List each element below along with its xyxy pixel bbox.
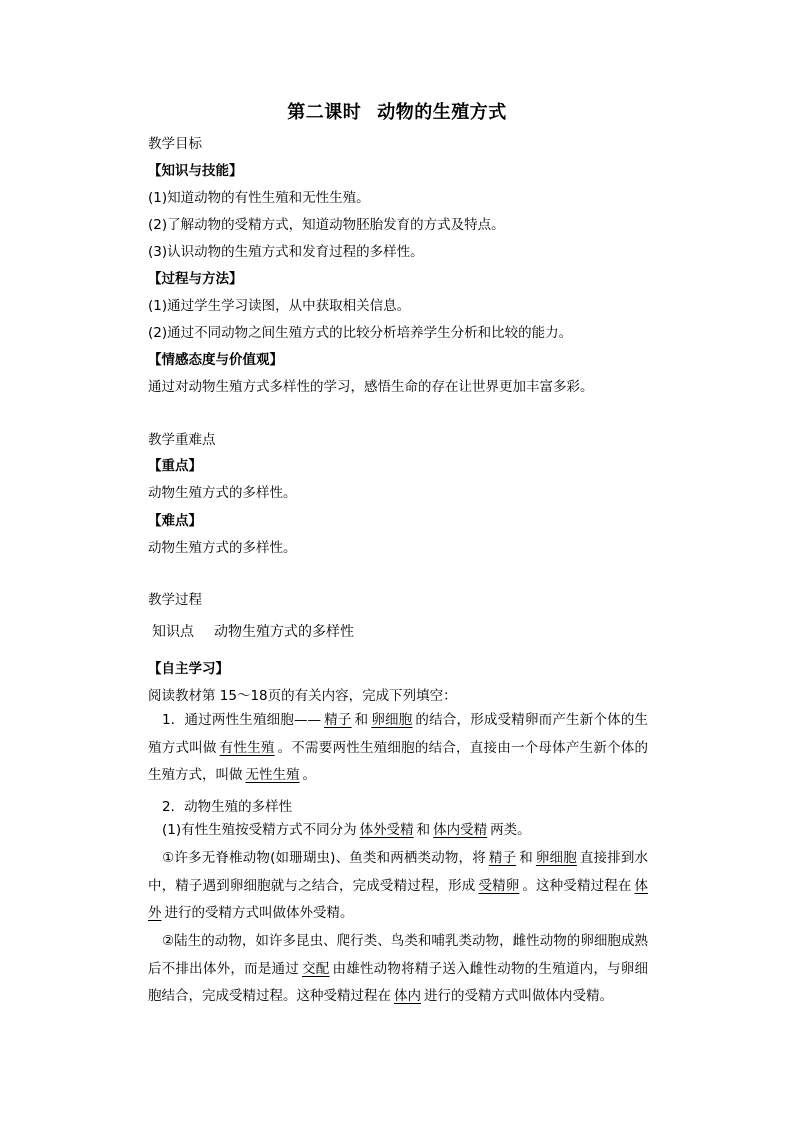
emotion-label: 【情感态度与价值观】	[148, 352, 283, 368]
knowledge-item: (3)认识动物的生殖方式和发育过程的多样性。	[148, 244, 424, 260]
knowledge-item: (1)知道动物的有性生殖和无性生殖。	[148, 190, 370, 206]
process-item: (2)通过不同动物之间生殖方式的比较分析培养学生分析和比较的能力。	[148, 325, 573, 341]
knowledge-skills-label: 【知识与技能】	[148, 163, 243, 179]
difficult-label: 【难点】	[148, 513, 202, 529]
answer-blank: 有性生殖	[219, 739, 275, 756]
answer-blank: 卵细胞	[535, 850, 577, 866]
answer-blank: 无性生殖	[245, 767, 300, 783]
answer-blank: 体内	[394, 988, 421, 1004]
question-1: 1．通过两性生殖细胞—— 精子 和 卵细胞 的结合，形成受精卵而产生新个体的生殖方式叫做 有性生殖 。不需要两性生殖细胞的结合，直接由一个母体产生新个体的生殖方式，叫做 无性生殖 。	[148, 712, 649, 783]
answer-blank: 受精卵	[478, 877, 520, 894]
knowledge-item: (2)了解动物的受精方式，知道动物胚胎发育的方式及特点。	[148, 217, 505, 233]
answer-blank: 卵细胞	[371, 712, 413, 728]
emotion-text: 通过对动物生殖方式多样性的学习，感悟生命的存在让世界更加丰富多彩。	[148, 379, 594, 395]
knowledge-point-label: 知识点	[152, 624, 194, 640]
reading-instruction: 阅读教材第 15～18页的有关内容，完成下列填空：	[148, 688, 457, 704]
keypoints-heading: 教学重难点	[148, 432, 216, 448]
answer-blank: 交配	[302, 960, 330, 977]
external-fertilization-paragraph: ①许多无脊椎动物(如珊瑚虫)、鱼类和两栖类动物，将 精子 和 卵细胞 直接排到水中，精子遇到卵细胞就与之结合，完成受精过程，形成 受精卵 。这种受精过程在 体外 进行的受精方式叫做体外受精。	[148, 850, 649, 921]
knowledge-point-heading	[152, 622, 354, 642]
process-heading: 教学过程	[148, 592, 202, 608]
key-label: 【重点】	[148, 458, 202, 474]
question-2-sub-1: (1)有性生殖按受精方式不同分为 体外受精 和 体内受精 两类。	[162, 822, 531, 838]
question-2-heading: 2．动物生殖的多样性	[162, 799, 293, 815]
process-item: (1)通过学生学习读图，从中获取相关信息。	[148, 298, 411, 314]
self-study-label: 【自主学习】	[148, 661, 229, 677]
answer-blank: 体内受精	[433, 822, 488, 838]
answer-blank: 精子	[324, 712, 352, 728]
internal-fertilization-paragraph: ②陆生的动物，如许多昆虫、爬行类、鸟类和哺乳类动物，雌性动物的卵细胞成熟后不排出体外，而是通过 交配 由雄性动物将精子送入雌性动物的生殖道内，与卵细胞结合，完成受精过程。这种受精过程在 体内 进行的受精方式叫做体内受精。	[148, 933, 649, 1004]
answer-blank: 精子	[488, 850, 517, 866]
knowledge-point-text: 动物生殖方式的多样性	[214, 624, 354, 640]
goals-heading: 教学目标	[148, 136, 202, 152]
answer-blank: 体外受精	[359, 822, 414, 838]
title-lesson: 第二课时	[287, 102, 362, 123]
difficult-text: 动物生殖方式的多样性。	[148, 540, 297, 556]
title-topic: 动物的生殖方式	[377, 102, 507, 123]
answer-blank: 体外	[148, 877, 649, 921]
page-title	[0, 98, 794, 124]
key-text: 动物生殖方式的多样性。	[148, 485, 297, 501]
process-method-label: 【过程与方法】	[148, 271, 243, 287]
